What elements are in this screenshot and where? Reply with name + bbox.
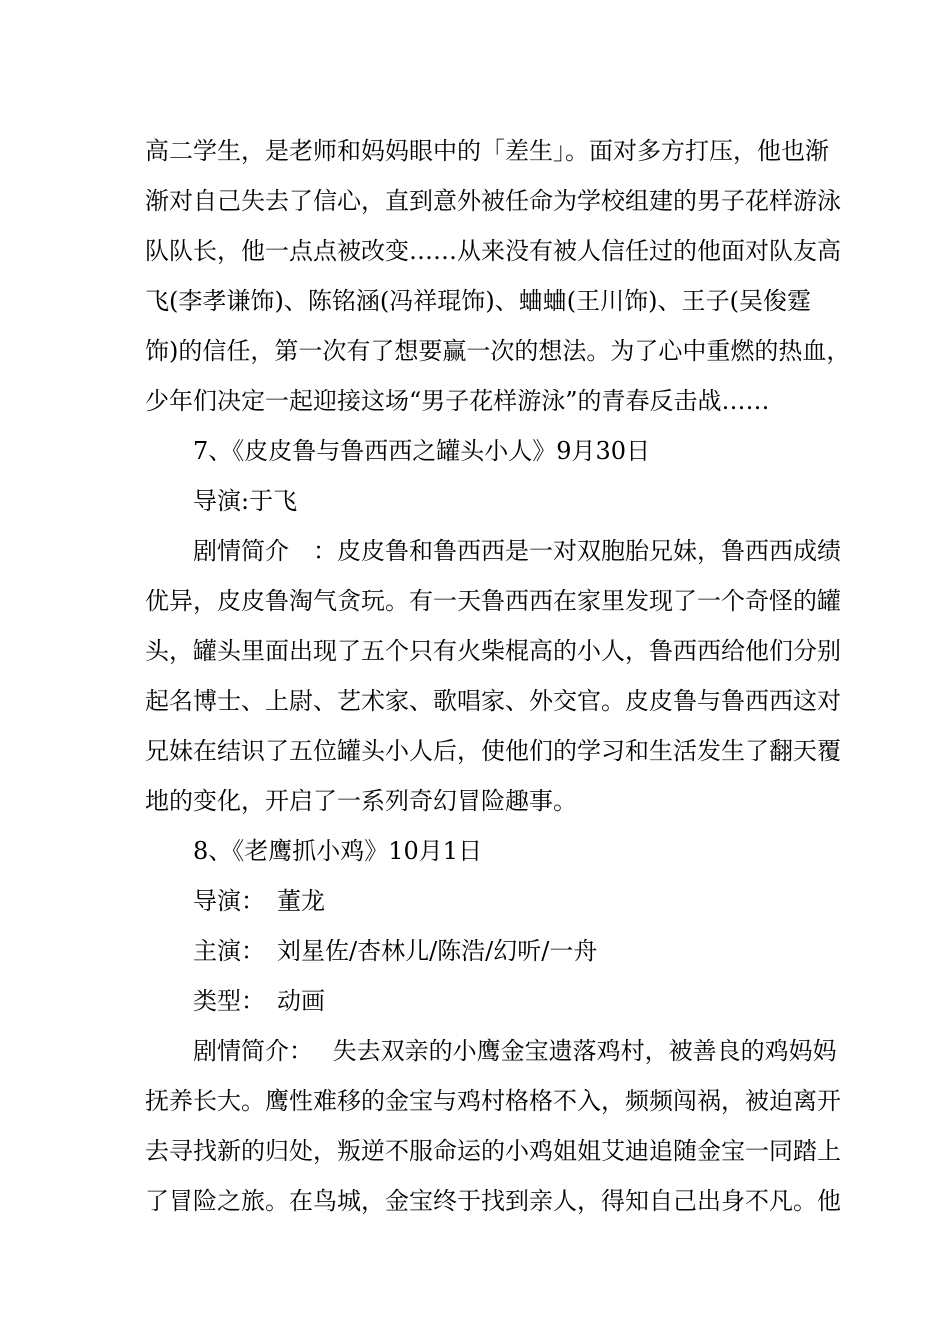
paragraph-line: 渐对自己失去了信心，直到意外被任命为学校组建的男子花样游泳 xyxy=(145,187,841,215)
movie-heading-7: 7、《皮皮鲁与鲁西西之罐头小人》9月30日 xyxy=(193,437,651,465)
paragraph-line: 地的变化，开启了一系列奇幻冒险趣事。 xyxy=(145,787,577,815)
synopsis-line: 剧情简介 ：皮皮鲁和鲁西西是一对双胞胎兄妹，鲁西西成绩 xyxy=(193,537,841,565)
paragraph-line: 少年们决定一起迎接这场“男子花样游泳”的青春反击战…… xyxy=(145,387,770,415)
movie-heading-8: 8、《老鹰抓小鸡》10月1日 xyxy=(193,837,483,865)
paragraph-line: 饰)的信任，第一次有了想要赢一次的想法。为了心中重燃的热血， xyxy=(145,337,851,365)
synopsis-line: 剧情简介： 失去双亲的小鹰金宝遗落鸡村，被善良的鸡妈妈 xyxy=(193,1037,837,1065)
paragraph-line: 飞(李孝谦饰)、陈铭涵(冯祥琨饰)、蛐蛐(王川饰)、王子(吴俊霆 xyxy=(145,287,811,315)
paragraph-line: 抚养长大。鹰性难移的金宝与鸡村格格不入，频频闯祸，被迫离开 xyxy=(145,1087,841,1115)
paragraph-line: 了冒险之旅。在鸟城，金宝终于找到亲人，得知自己出身不凡。他 xyxy=(145,1187,841,1215)
director-line: 导演:于飞 xyxy=(193,487,298,515)
paragraph-line: 起名博士、上尉、艺术家、歌唱家、外交官。皮皮鲁与鲁西西这对 xyxy=(145,687,841,715)
document-page xyxy=(145,126,851,1226)
paragraph-line: 优异，皮皮鲁淘气贪玩。有一天鲁西西在家里发现了一个奇怪的罐 xyxy=(145,587,841,615)
paragraph-line: 去寻找新的归处，叛逆不服命运的小鸡姐姐艾迪追随金宝一同踏上 xyxy=(145,1137,841,1165)
paragraph-line: 高二学生，是老师和妈妈眼中的「差生」。面对多方打压，他也渐 xyxy=(145,137,829,165)
paragraph-line: 头，罐头里面出现了五个只有火柴棍高的小人，鲁西西给他们分别 xyxy=(145,637,841,665)
paragraph-line: 兄妹在结识了五位罐头小人后，使他们的学习和生活发生了翻天覆 xyxy=(145,737,841,765)
cast-line: 主演： 刘星佐/杏林儿/陈浩/幻听/一舟 xyxy=(193,937,598,965)
paragraph-line: 队队长，他一点点被改变……从来没有被人信任过的他面对队友高 xyxy=(145,237,841,265)
genre-line: 类型： 动画 xyxy=(193,987,325,1015)
director-line: 导演： 董龙 xyxy=(193,887,325,915)
